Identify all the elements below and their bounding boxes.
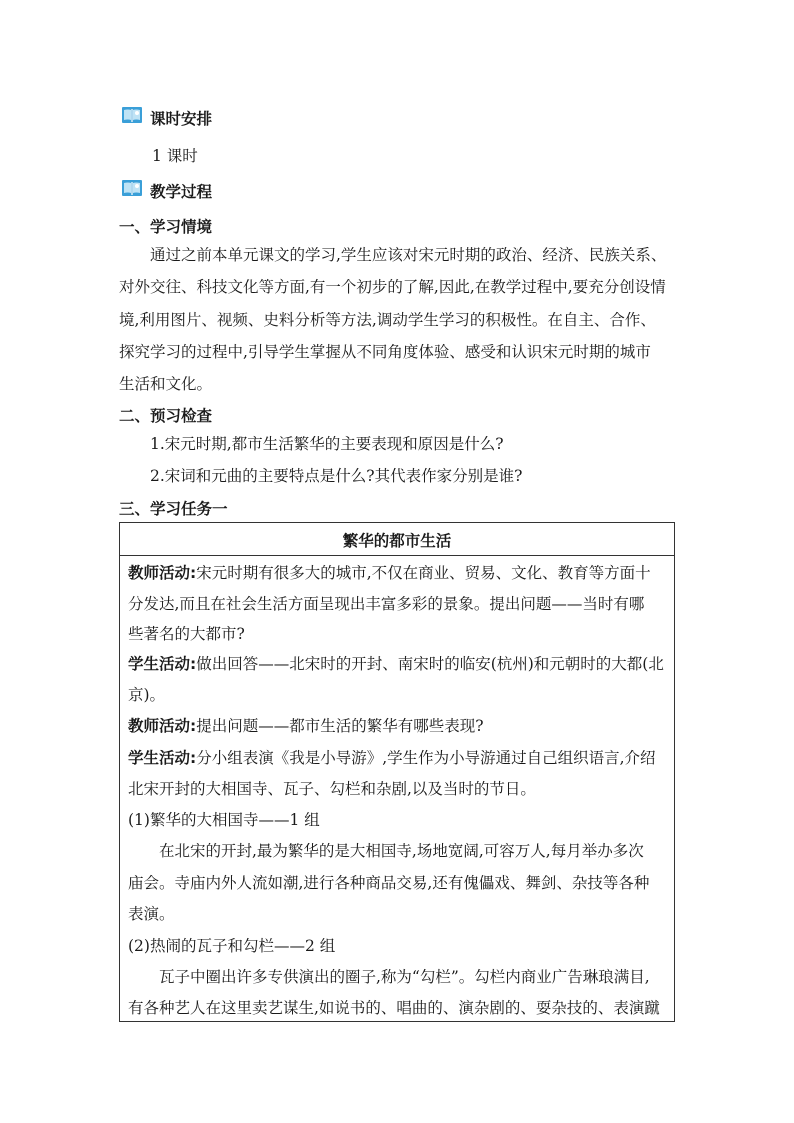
paragraph-line: 境,利用图片、视频、史料分析等方法,调动学生学习的积极性。在自主、合作、 [119, 311, 656, 329]
table-line: 京)。 [128, 686, 166, 704]
table-line: 表演。 [128, 905, 175, 923]
table-line: 些著名的大都市? [128, 625, 245, 643]
question-2: 2.宋词和元曲的主要特点是什么?其代表作家分别是谁? [150, 467, 523, 485]
teacher-activity-label: 教师活动: [128, 564, 197, 582]
section-title-process: 教学过程 [150, 183, 213, 201]
table-header-row [120, 523, 674, 556]
paragraph-line: 探究学习的过程中,引导学生掌握从不同角度体验、感受和认识宋元时期的城市 [119, 343, 651, 361]
table-line [128, 563, 651, 583]
table-line: 有各种艺人在这里卖艺谋生,如说书的、唱曲的、演杂剧的、耍杂技的、表演蹴 [128, 999, 660, 1017]
student-activity-label: 学生活动: [128, 749, 197, 767]
table-line: 瓦子中圈出许多专供演出的圈子,称为“勾栏”。勾栏内商业广告琳琅满目, [159, 968, 650, 986]
schedule-content: 1 课时 [152, 147, 198, 165]
teacher-activity-label: 教师活动: [128, 717, 197, 735]
part2-heading: 二、预习检查 [119, 407, 213, 425]
group-1-title: (1)繁华的大相国寺——1 组 [128, 811, 320, 829]
student-activity-text: 做出回答——北宋时的开封、南宋时的临安(杭州)和元朝时的大都(北 [196, 655, 664, 673]
table-line: 在北宋的开封,最为繁华的是大相国寺,场地宽阔,可容万人,每月举办多次 [159, 842, 644, 860]
paragraph-line: 对外交往、科技文化等方面,有一个初步的了解,因此,在教学过程中,要充分创设情 [119, 278, 666, 296]
teacher-activity-text: 提出问题——都市生活的繁华有哪些表现? [196, 717, 484, 735]
table-line [128, 716, 484, 736]
paragraph-line: 生活和文化。 [119, 375, 213, 393]
paragraph-line: 通过之前本单元课文的学习,学生应该对宋元时期的政治、经济、民族关系、 [150, 246, 667, 264]
table-line [128, 748, 656, 768]
teacher-activity-text: 宋元时期有很多大的城市,不仅在商业、贸易、文化、教育等方面十 [196, 564, 651, 582]
student-activity-text: 分小组表演《我是小导游》,学生作为小导游通过自己组织语言,介绍 [196, 749, 656, 767]
task-table [119, 522, 675, 1022]
question-1: 1.宋元时期,都市生活繁华的主要表现和原因是什么? [150, 435, 504, 453]
student-activity-label: 学生活动: [128, 655, 197, 673]
table-line: 庙会。寺庙内外人流如潮,进行各种商品交易,还有傀儡戏、舞剑、杂技等各种 [128, 874, 650, 892]
part3-heading: 三、学习任务一 [119, 500, 228, 518]
book-icon [121, 178, 143, 198]
book-icon [121, 105, 143, 125]
table-line [128, 654, 664, 674]
section-title-schedule: 课时安排 [150, 110, 213, 128]
table-line: 分发达,而且在社会生活方面呈现出丰富多彩的景象。提出问题——当时有哪 [128, 595, 645, 613]
table-line: 北宋开封的大相国寺、瓦子、勾栏和杂剧,以及当时的节日。 [128, 780, 536, 798]
group-2-title: (2)热闹的瓦子和勾栏——2 组 [128, 937, 336, 955]
part1-heading: 一、学习情境 [119, 218, 213, 236]
table-title: 繁华的都市生活 [342, 532, 452, 550]
